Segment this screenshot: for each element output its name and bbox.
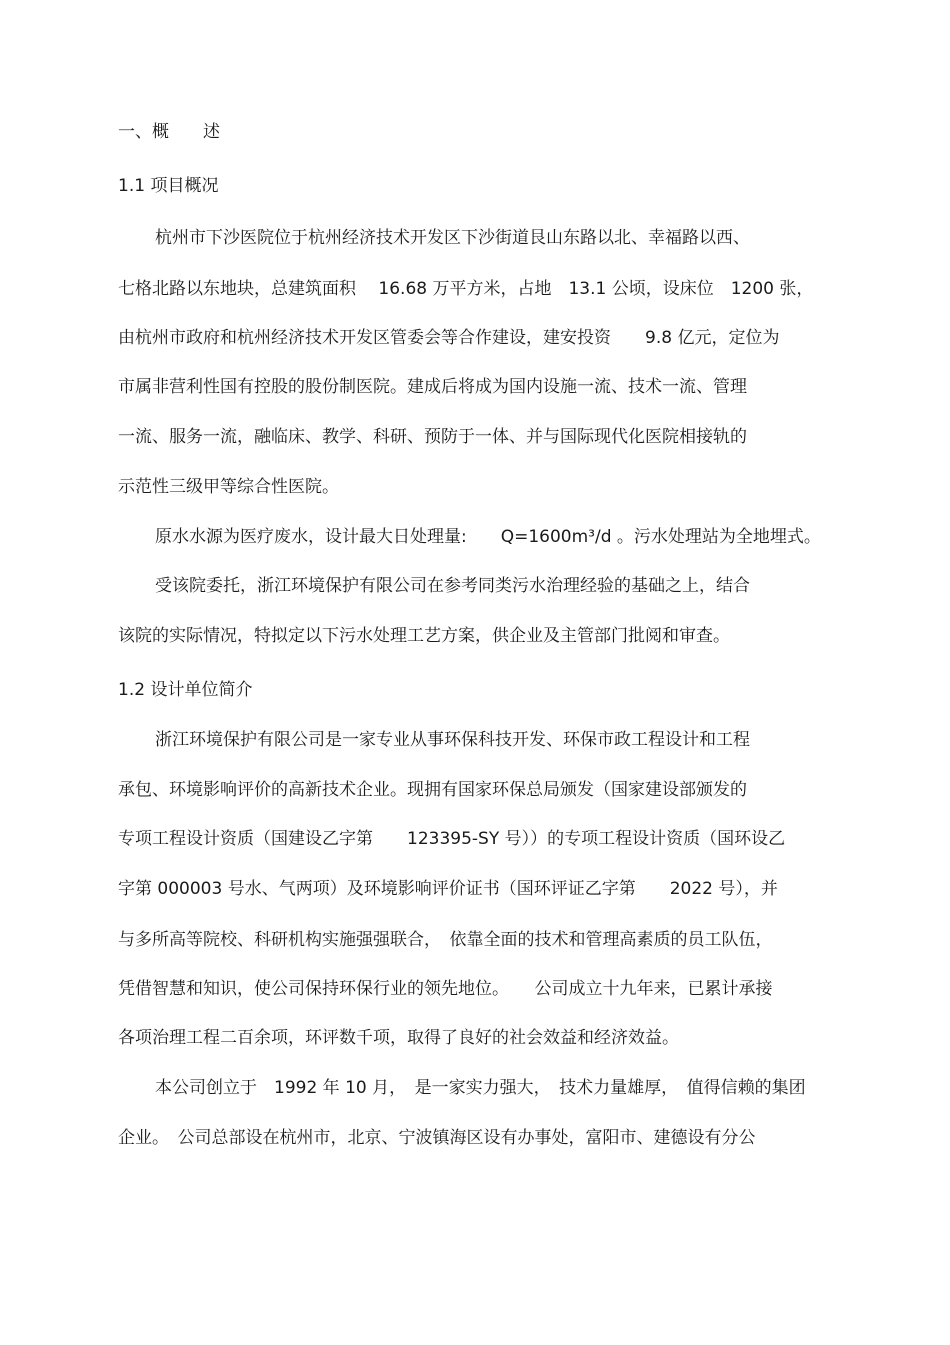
- paragraph-commission-line-2: 该院的实际情况，特拟定以下污水处理工艺方案，供企业及主管部门批阅和审查。: [118, 626, 730, 646]
- paragraph-1-1-line-5: 一流、服务一流，融临床、教学、科研、预防于一体、并与国际现代化医院相接轨的: [118, 427, 747, 447]
- paragraph-1-2-line-2: 承包、环境影响评价的高新技术企业。现拥有国家环保总局颁发（国家建设部颁发的: [118, 780, 747, 800]
- paragraph-1-2-line-3: 专项工程设计资质（国建设乙字第 123395-SY 号））的专项工程设计资质（国环设乙: [118, 829, 786, 849]
- paragraph-1-1-line-6: 示范性三级甲等综合性医院。: [118, 477, 339, 497]
- paragraph-1-1-line-1: 杭州市下沙医院位于杭州经济技术开发区下沙街道艮山东路以北、幸福路以西、: [155, 228, 750, 248]
- paragraph-1-2-line-6: 凭借智慧和知识，使公司保持环保行业的领先地位。 公司成立十九年来，已累计承接: [118, 979, 773, 999]
- paragraph-founding-line-1: 本公司创立于 1992 年 10 月， 是一家实力强大， 技术力量雄厚， 值得信赖的集团: [155, 1078, 806, 1098]
- section-title: 一、概 述: [118, 122, 220, 142]
- paragraph-1-2-line-7: 各项治理工程二百余项，环评数千项，取得了良好的社会效益和经济效益。: [118, 1028, 679, 1048]
- heading-1-1: 1.1 项目概况: [118, 176, 219, 196]
- paragraph-1-2-line-1: 浙江环境保护有限公司是一家专业从事环保科技开发、环保市政工程设计和工程: [155, 730, 750, 750]
- paragraph-1-1-line-3: 由杭州市政府和杭州经济技术开发区管委会等合作建设，建安投资 9.8 亿元，定位为: [118, 328, 780, 348]
- heading-1-2: 1.2 设计单位简介: [118, 680, 253, 700]
- paragraph-1-2-line-5: 与多所高等院校、科研机构实施强强联合， 依靠全面的技术和管理高素质的员工队伍，: [118, 930, 773, 950]
- paragraph-1-1-line-4: 市属非营利性国有控股的股份制医院。建成后将成为国内设施一流、技术一流、管理: [118, 377, 747, 397]
- paragraph-1-2-line-4: 字第 000003 号水、气两项）及环境影响评价证书（国环评证乙字第 2022 号），并: [118, 879, 778, 899]
- paragraph-water-source: 原水水源为医疗废水，设计最大日处理量: Q=1600m³/d 。污水处理站为全地埋式。: [155, 527, 821, 547]
- paragraph-founding-line-2: 企业。 公司总部设在杭州市，北京、宁波镇海区设有办事处，富阳市、建德设有分公: [118, 1128, 756, 1148]
- paragraph-commission-line-1: 受该院委托，浙江环境保护有限公司在参考同类污水治理经验的基础之上，结合: [155, 576, 750, 596]
- paragraph-1-1-line-2: 七格北路以东地块，总建筑面积 16.68 万平方米，占地 13.1 公顷，设床位 1200 张，: [118, 279, 814, 299]
